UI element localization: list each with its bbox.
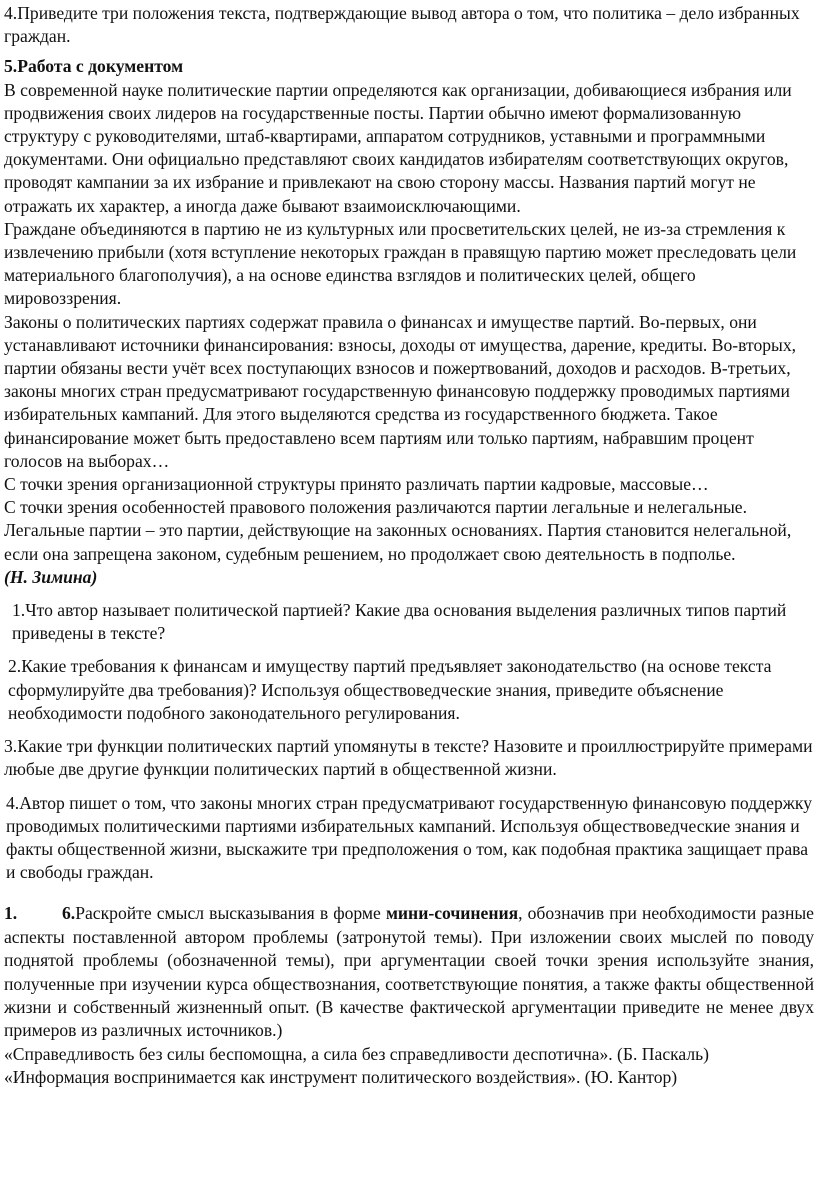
- question-3: 3.Какие три функции политических партий упомянуты в тексте? Назовите и проиллюстрируйте примерами любые две другие функции политических партий в общественной жизни.: [4, 736, 813, 780]
- paragraph-2: Граждане объединяются в партию не из культурных или просветительских целей, не из-за стремления к извлечению прибыли (хотя вступление некоторых граждан в правящую партию может преследовать цели материального благополучия), а на основе единства взглядов и политических целей, общего мировоззрения.: [4, 218, 797, 309]
- essay-text-before: Раскройте смысл высказывания в форме: [75, 903, 386, 924]
- task-6-number: 6.: [62, 903, 76, 924]
- question-2: 2.Какие требования к финансам и имуществу партий предъявляет законодательство (на основе текста сформулируйте два требования)? Используя обществоведческие знания, приведите объяснение необходимости подобного законодательного регулирования.: [8, 656, 772, 723]
- paragraph-1: В современной науке политические партии определяются как организации, добивающиеся избрания или продвижения своих лидеров на государственные посты. Партии обычно имеют формализованную структуру с руководителями, штаб-квартирами, аппаратом сотрудников, уставными и программными документами. Они официально представляют своих кандидатов избирателям соответствующих округов, проводят кампании за их избрание и привлекают на свою сторону массы. Названия партий могут не отражать их характер, а иногда даже бывают взаимоисключающими.: [4, 79, 792, 216]
- section-5-heading: 5.Работа с документом: [4, 56, 184, 77]
- essay-bold-term: мини-сочинения: [385, 903, 519, 924]
- essay-text-after: , обозначив при необходимости разные аспекты поставленной автором проблемы (затронутой темы). При изложении своих мыслей по поводу поднятой проблемы (обозначенной темы), при аргументации своей точки зрения используйте знания, полученные при изучении курса обществознания, соответствующие понятия, а также факты общественной жизни и собственный жизненный опыт. (В качестве фактической аргументации приведите не менее двух примеров из различных источников.): [4, 903, 814, 1041]
- paragraph-3: Законы о политических партиях содержат правила о финансах и имуществе партий. Во-первых, они устанавливают источники финансирования: взносы, доходы от имущества, дарение, кредиты. Во-вторых, партии обязаны вести учёт всех поступающих взносов и пожертвований, доходов и расходов. В-третьих, законы многих стран предусматривают государственную финансовую поддержку проводимых партиями избирательных кампаний. Для этого выделяются средства из государственного бюджета. Такое финансирование может быть предоставлено всем партиям или только партиям, набравшим процент голосов на выборах…: [4, 311, 797, 471]
- paragraph-5: С точки зрения особенностей правового положения различаются партии легальные и нелегальные. Легальные партии – это партии, действующие на законных основаниях. Партия становится нелегальной, если она запрещена законом, судебным решением, но продолжает свою деятельность в подполье.: [4, 497, 792, 564]
- question-1: 1.Что автор называет политической партией? Какие два основания выделения различных типов партий приведены в тексте?: [12, 600, 787, 644]
- document-page: [4, 2, 814, 1090]
- quote-pascal: «Справедливость без силы беспомощна, а сила без справедливости деспотична». (Б. Паскаль): [4, 1043, 710, 1064]
- question-4: 4.Автор пишет о том, что законы многих стран предусматривают государственную финансовую поддержку проводимых политическими партиями избирательных кампаний. Используя обществоведческие знания и факты общественной жизни, выскажите три предположения о том, как подобная практика защищает права и свободы граждан.: [6, 792, 812, 883]
- task-4-text: 4.Приведите три положения текста, подтверждающие вывод автора о том, что политика – дело избранных граждан.: [4, 3, 800, 47]
- source-author: (Н. Зимина): [4, 566, 98, 587]
- essay-task: [4, 902, 814, 1042]
- list-number: 1.: [4, 903, 18, 924]
- paragraph-4: С точки зрения организационной структуры принято различать партии кадровые, массовые…: [4, 474, 709, 495]
- quote-kantor: «Информация воспринимается как инструмент политического воздействия». (Ю. Кантор): [4, 1067, 678, 1088]
